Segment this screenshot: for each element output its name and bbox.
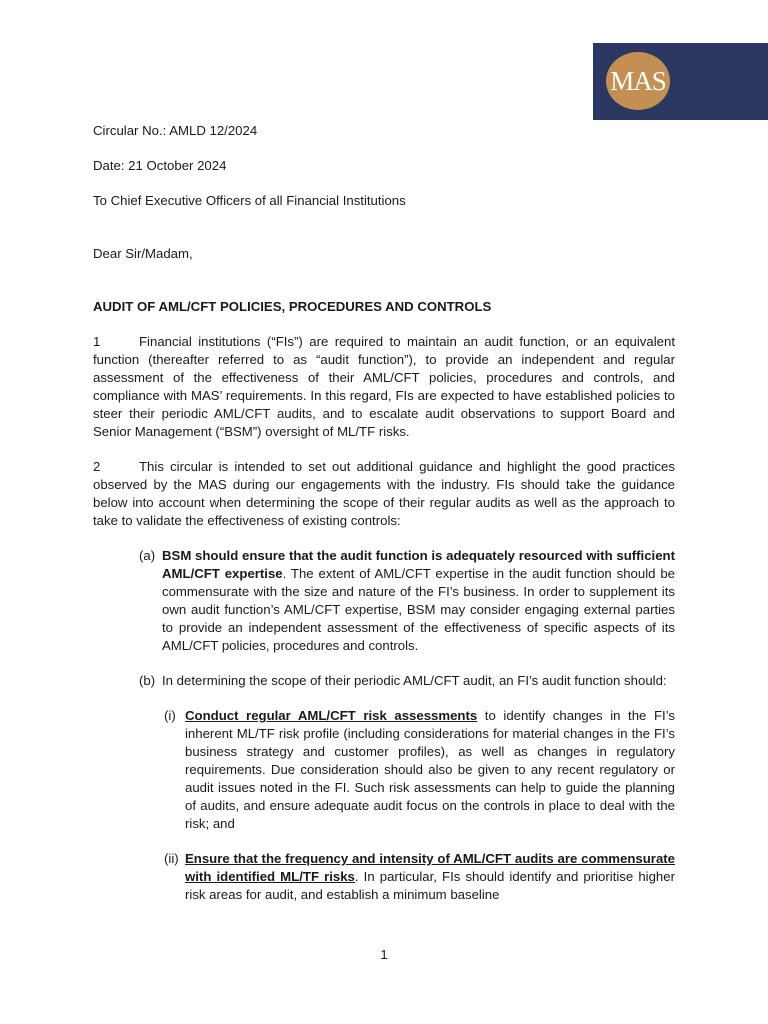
item-i-underlined: Conduct regular AML/CFT risk assessments bbox=[185, 708, 478, 723]
circular-number: Circular No.: AMLD 12/2024 bbox=[93, 123, 258, 138]
item-a-label: (a) bbox=[139, 548, 156, 563]
mas-logo-band bbox=[593, 43, 768, 120]
item-b bbox=[93, 672, 675, 690]
item-b-label: (b) bbox=[139, 673, 156, 688]
item-i-label: (i) bbox=[164, 708, 176, 723]
item-ii-underlined: Ensure that the frequency and intensity of AML/CFT audits are commensurate with identified ML/TF risks bbox=[185, 851, 675, 884]
salutation: Dear Sir/Madam, bbox=[93, 246, 193, 261]
document-title: AUDIT OF AML/CFT POLICIES, PROCEDURES AND CONTROLS bbox=[93, 299, 492, 314]
item-ii-text: . In particular, FIs should identify and prioritise higher risk areas for audit, and establish a minimum baseline bbox=[185, 869, 675, 902]
circular-date: Date: 21 October 2024 bbox=[93, 158, 227, 173]
item-ii bbox=[93, 850, 675, 904]
item-ii-label: (ii) bbox=[164, 851, 179, 866]
item-a bbox=[93, 547, 675, 655]
item-a-bold: BSM should ensure that the audit function is adequately resourced with sufficient AML/CFT expertise bbox=[162, 548, 675, 581]
paragraph-2-text: This circular is intended to set out additional guidance and highlight the good practices observed by the MAS during our engagements with the industry. FIs should take the guidance below into account when determining the scope of their regular audits as well as the approach to take to validate the effectiveness of existing controls: bbox=[93, 459, 675, 528]
paragraph-1-text: Financial institutions (“FIs”) are required to maintain an audit function, or an equivalent function (thereafter referred to as “audit function”), to provide an independent and regular assessment of the effectiveness of their AML/CFT policies, procedures and controls, and compliance with MAS’ requirements. In this regard, FIs are expected to have established policies to steer their periodic AML/CFT audits, and to escalate audit observations to support Board and Senior Management (“BSM”) oversight of ML/TF risks. bbox=[93, 334, 675, 439]
item-a-text: . The extent of AML/CFT expertise in the audit function should be commensurate with the size and nature of the FI’s business. In order to supplement its own audit function’s AML/CFT expertise, BSM may consider engaging external parties to provide an independent assessment of the effectiveness of specific aspects of its AML/CFT policies, procedures and controls. bbox=[162, 566, 675, 653]
letter-body bbox=[93, 122, 675, 904]
paragraph-2-number: 2 bbox=[93, 459, 101, 474]
addressee: To Chief Executive Officers of all Financial Institutions bbox=[93, 193, 406, 208]
paragraph-2 bbox=[93, 458, 675, 530]
mas-logo bbox=[606, 52, 670, 110]
paragraph-1 bbox=[93, 333, 675, 441]
item-i bbox=[93, 707, 675, 833]
paragraph-1-number: 1 bbox=[93, 334, 101, 349]
item-i-text: to identify changes in the FI’s inherent ML/TF risk profile (including considerations for material changes in the FI’s business strategy and customer profiles), as well as changes in regulatory requirements. Due consideration should also be given to any recent regulatory or audit issues noted in the FI. Such risk assessments can help to guide the planning of audits, and ensure adequate audit focus on the controls in place to deal with the risk; and bbox=[185, 708, 675, 831]
page-number: 1 bbox=[380, 947, 388, 962]
item-b-text: In determining the scope of their periodic AML/CFT audit, an FI’s audit function should: bbox=[162, 673, 667, 688]
mas-logo-text: MAS bbox=[610, 65, 666, 96]
